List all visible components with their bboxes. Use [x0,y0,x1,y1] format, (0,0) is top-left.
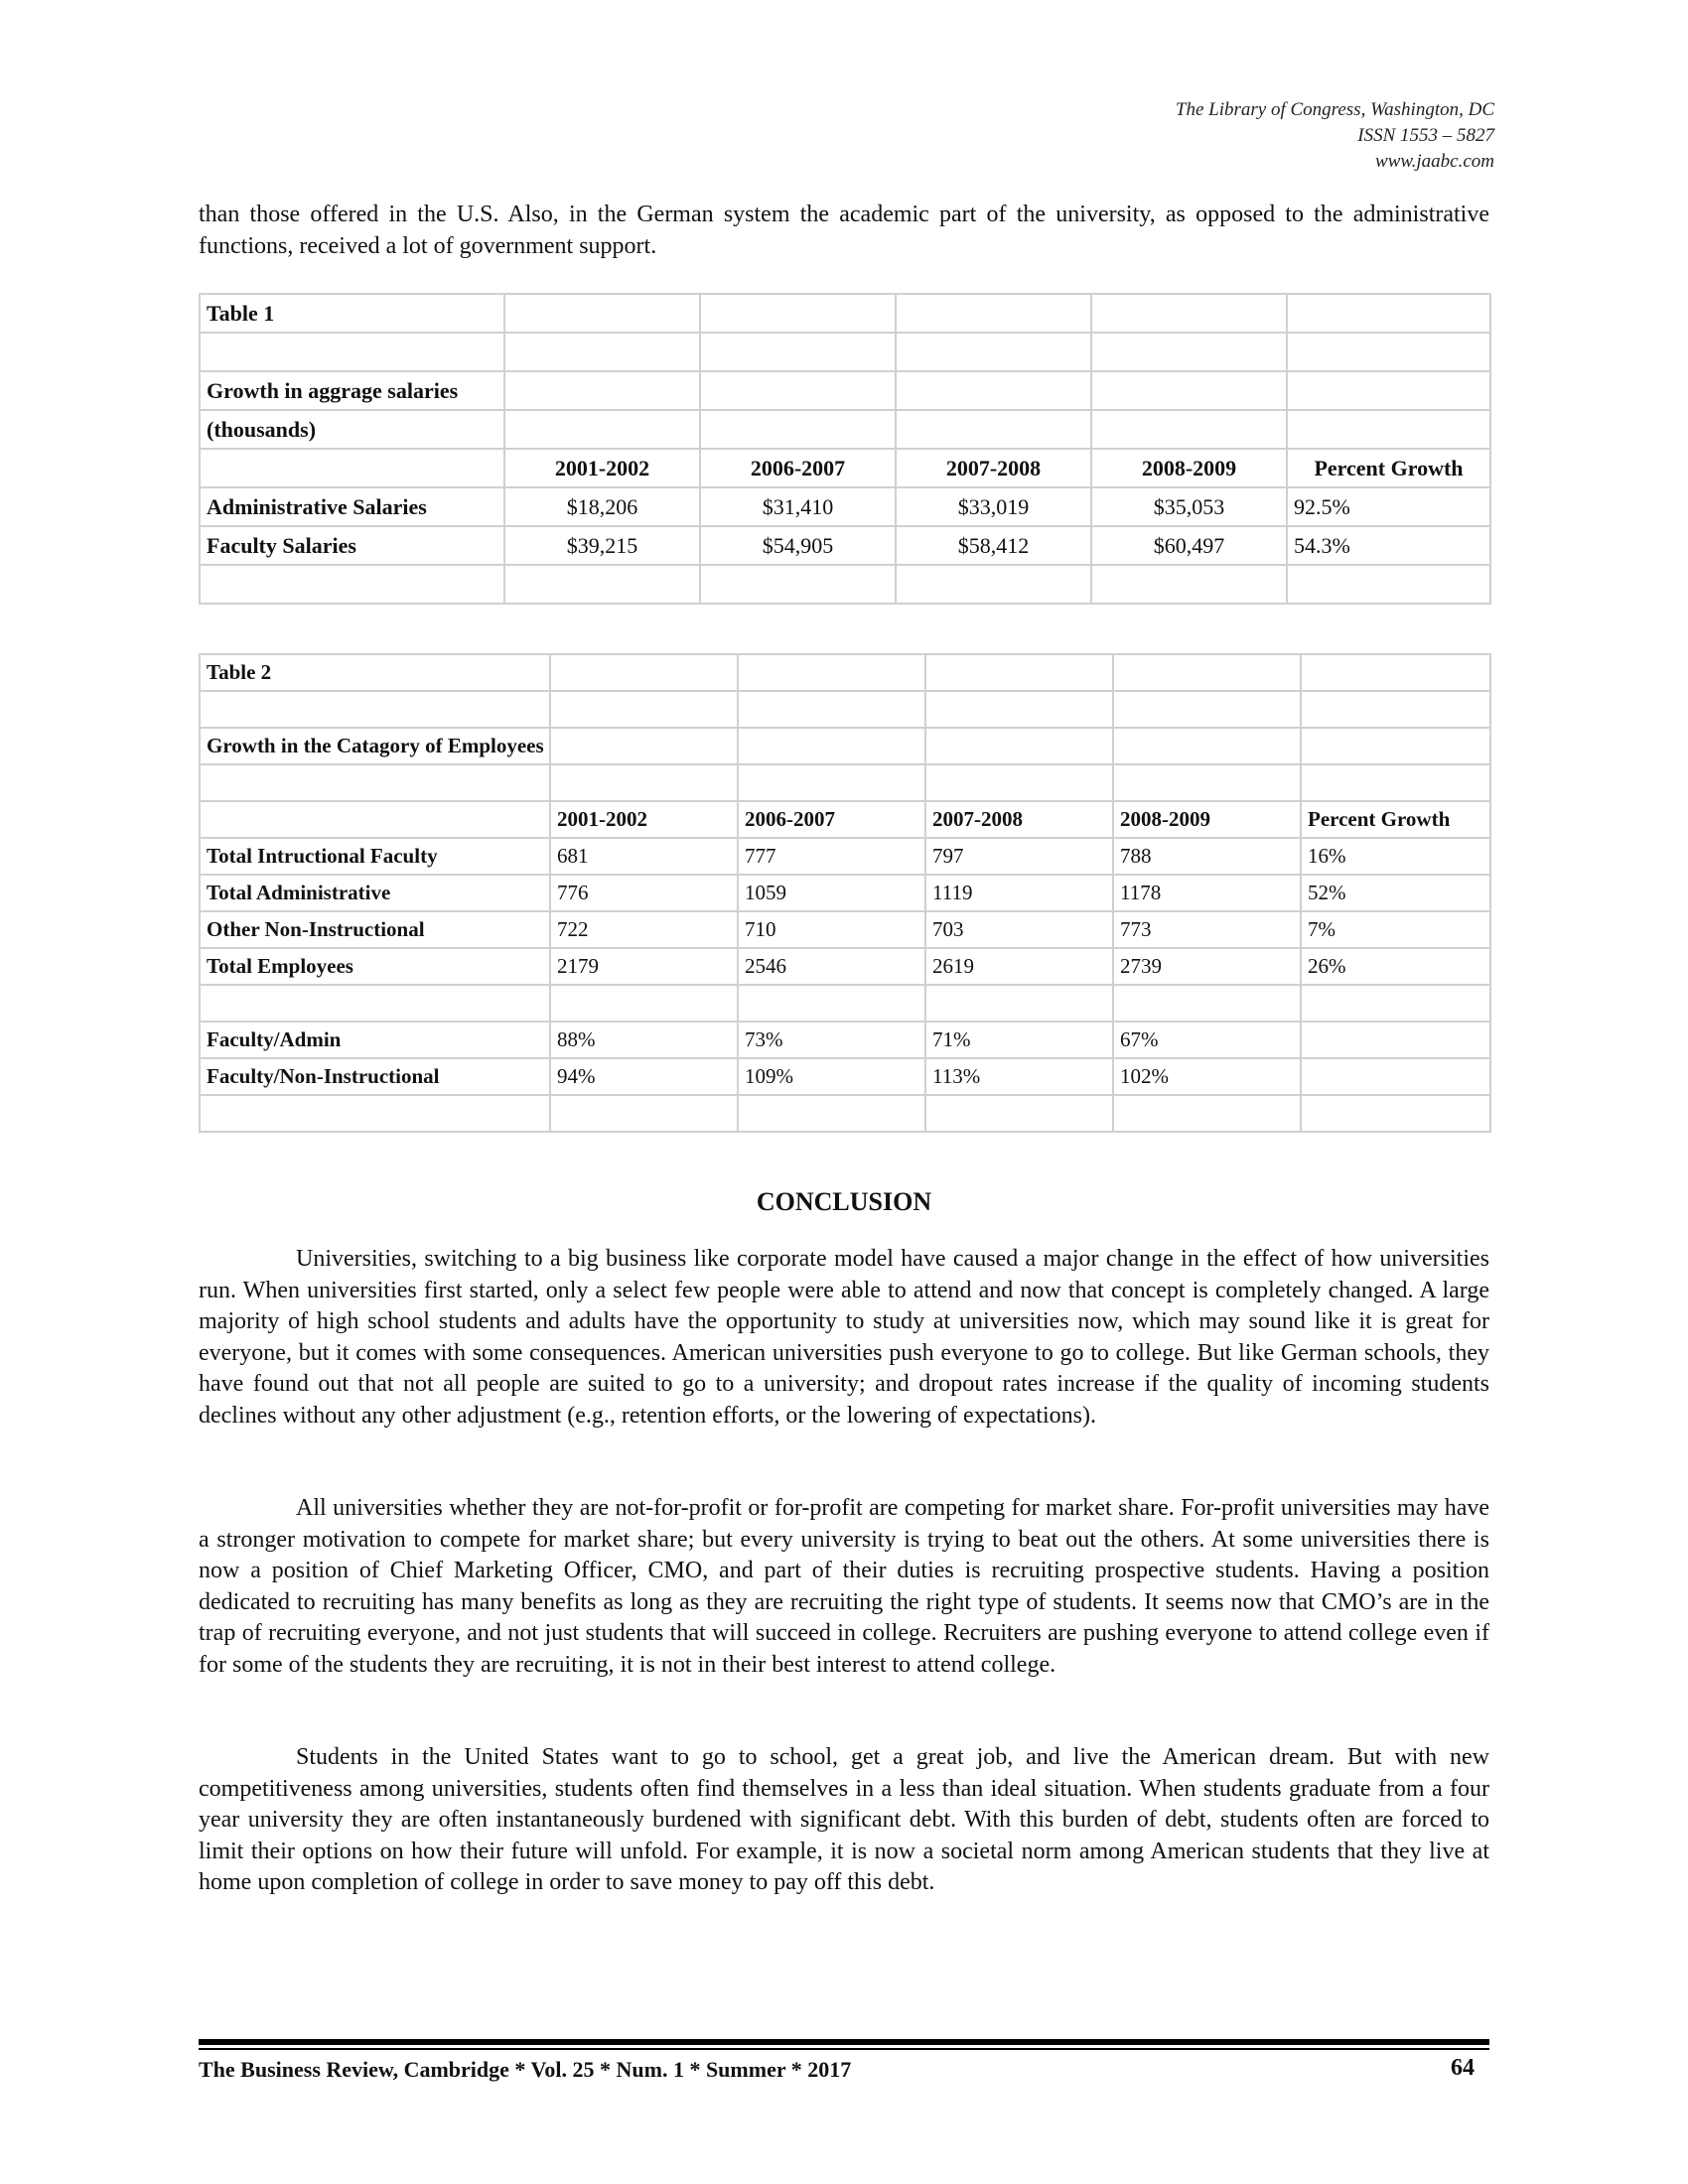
cell: 776 [550,875,738,911]
table1-title-line2: (thousands) [200,410,504,449]
cell: 109% [738,1058,925,1095]
cell: 7% [1301,911,1490,948]
page-number: 64 [1451,2055,1475,2081]
cell: $33,019 [896,487,1091,526]
cell: 1059 [738,875,925,911]
cell: $35,053 [1091,487,1287,526]
cell: 1119 [925,875,1113,911]
table-row [200,487,1490,526]
cell: $18,206 [504,487,700,526]
table2-col-header: 2007-2008 [925,801,1113,838]
cell: $54,905 [700,526,896,565]
table2-col-header: Percent Growth [1301,801,1490,838]
table-row [200,526,1490,565]
row-label: Total Administrative [200,875,550,911]
cell: $31,410 [700,487,896,526]
row-label: Total Employees [200,948,550,985]
table1-title-line1: Growth in aggrage salaries [200,371,504,410]
table-row [200,1022,1490,1058]
cell: 710 [738,911,925,948]
footer-rule-thin [199,2048,1489,2050]
cell [1301,1022,1490,1058]
row-label: Total Intructional Faculty [200,838,550,875]
cell: 703 [925,911,1113,948]
header-library: The Library of Congress, Washington, DC [1175,99,1494,120]
table-row [200,911,1490,948]
table1-col-header: Percent Growth [1287,449,1490,487]
cell: 1178 [1113,875,1301,911]
cell: $39,215 [504,526,700,565]
conclusion-paragraph: Universities, switching to a big business like corporate model have caused a major change in the effect of how universities run. When universities first started, only a select few people were able to attend and now that concept is completely changed. A large majority of high school students and adults have the opportunity to study at universities now, which may sound like it is great for everyone, but it comes with some consequences. American universities push everyone to go to college. But like German schools, they have found out that not all people are suited to go to a university; and dropout rates increase if the quality of incoming students declines without any other adjustment (e.g., retention efforts, or the lowering of expectations). [199,1246,1489,1429]
table1-col-header: 2001-2002 [504,449,700,487]
cell: 73% [738,1022,925,1058]
cell: 2739 [1113,948,1301,985]
row-label: Other Non-Instructional [200,911,550,948]
cell: 88% [550,1022,738,1058]
conclusion-paragraph: All universities whether they are not-for-profit or for-profit are competing for market share. For-profit universities may have a stronger motivation to compete for market share; but every university is trying to beat out the others. At some universities there is now a position of Chief Marketing Officer, CMO, and part of their duties is recruiting prospective students. Having a position dedicated to recruiting has many benefits as long as they are recruiting the right type of students. It seems now that CMO’s are in the trap of recruiting everyone, and not just students that will succeed in college. Recruiters are pushing everyone to attend college even if for some of the students they are recruiting, it is not in their best interest to attend college. [199,1495,1489,1678]
cell [1301,1058,1490,1095]
cell: 71% [925,1022,1113,1058]
footer-journal: The Business Review, Cambridge * Vol. 25 * Num. 1 * Summer * 2017 [199,2057,852,2082]
conclusion-heading: CONCLUSION [756,1187,932,1216]
table-2 [199,653,1491,1133]
row-label: Faculty/Admin [200,1022,550,1058]
table1-col-header: 2006-2007 [700,449,896,487]
cell: 102% [1113,1058,1301,1095]
cell: 92.5% [1287,487,1490,526]
conclusion-paragraph: Students in the United States want to go to school, get a great job, and live the American dream. But with new competitiveness among universities, students often find themselves in a less than ideal situation. When students graduate from a four year university they are often instantaneously burdened with significant debt. With this burden of debt, students often are forced to limit their options on how their future will unfold. For example, it is now a societal norm among American students that they live at home upon completion of college in order to save money to pay off this debt. [199,1744,1489,1895]
table2-col-header: 2008-2009 [1113,801,1301,838]
table-row [200,948,1490,985]
row-label: Faculty Salaries [200,526,504,565]
cell: 788 [1113,838,1301,875]
row-label: Administrative Salaries [200,487,504,526]
table1-col-header: 2007-2008 [896,449,1091,487]
cell: 94% [550,1058,738,1095]
table2-col-header: 2001-2002 [550,801,738,838]
footer-rule-thick [199,2039,1489,2045]
cell: 16% [1301,838,1490,875]
table2-header-row [200,801,1490,838]
row-label: Faculty/Non-Instructional [200,1058,550,1095]
cell: $60,497 [1091,526,1287,565]
cell: 113% [925,1058,1113,1095]
table-row [200,1058,1490,1095]
table1-label: Table 1 [200,294,504,333]
cell: $58,412 [896,526,1091,565]
cell: 797 [925,838,1113,875]
table1-col-header: 2008-2009 [1091,449,1287,487]
running-header [1176,97,1494,175]
cell: 52% [1301,875,1490,911]
table2-label: Table 2 [200,654,550,691]
cell: 681 [550,838,738,875]
intro-paragraph: than those offered in the U.S. Also, in the German system the academic part of the university, as opposed to the administrative functions, received a lot of government support. [199,202,1489,259]
table-row [200,838,1490,875]
table1-header-row [200,449,1490,487]
table-row [200,875,1490,911]
header-website: www.jaabc.com [1375,151,1494,172]
header-issn: ISSN 1553 – 5827 [1357,125,1494,146]
cell: 2619 [925,948,1113,985]
cell: 67% [1113,1022,1301,1058]
cell: 773 [1113,911,1301,948]
cell: 777 [738,838,925,875]
table2-title: Growth in the Catagory of Employees [200,728,550,764]
table-1 [199,293,1491,605]
table2-col-header: 2006-2007 [738,801,925,838]
cell: 2546 [738,948,925,985]
cell: 54.3% [1287,526,1490,565]
cell: 2179 [550,948,738,985]
cell: 26% [1301,948,1490,985]
cell: 722 [550,911,738,948]
